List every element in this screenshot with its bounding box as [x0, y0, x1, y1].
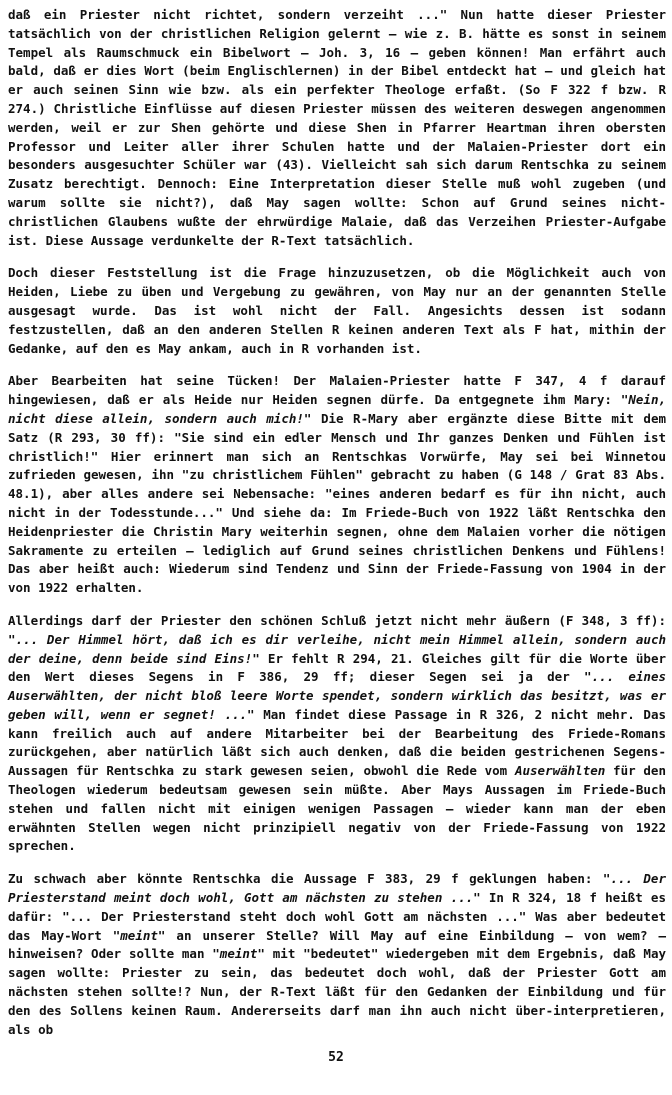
paragraph-1	[8, 6, 666, 250]
text-run: für den Theologen wiederum bedeutsam gewesen sein müßte. Aber Mays Aussagen im Friede-Buch stehen und fallen nicht mit einigen wenigen Passagen – wieder kann man der eben erwähnten Stellen wegen nicht prinzipiell negativ von der Friede-Fassung von 1922 sprechen.	[8, 763, 666, 854]
text-run: Aber Bearbeiten hat seine Tücken! Der Malaien-Priester hatte F 347, 4 f darauf hingewiesen, daß er als Heide nur Heiden segnen dürfe. Da entgegnete ihm Mary:	[8, 373, 666, 408]
italic-quote: "... eines Auserwählten, der nicht bloß leere Worte spendet, sondern wirklich das besitzt, was er geben will, wenn er segnet! ..."	[8, 669, 666, 722]
italic-quote: "meint"	[212, 946, 265, 962]
italic-quote: Auserwählten	[514, 763, 606, 779]
text-run: mit "bedeutet" wiedergeben mit dem Ergebnis, daß May sagen wollte: Priester zu sein, das bedeutet doch wohl, daß der Priester Gott am nächsten stehen sollte!? Nun, der R-Text läßt für den Gedanken der Einbildung und für den des Sollens keinen Raum. Andererseits darf man ihn auch nicht über-interpretieren, als ob	[8, 946, 666, 1037]
text-run: Er fehlt R 294, 21. Gleiches gilt für die Worte über den Wert dieses Segens in F 386, 29 ff; dieser Segen sei ja der	[8, 650, 666, 685]
text-run: Die R-Mary aber ergänzte diese Bitte mit dem Satz (R 293, 30 ff): "Sie sind ein edler Mensch und Ihr ganzes Denken und Fühlen ist christlich!" Hier erinnert man sich an Rentschkas Vorwürfe, May sei bei Winnetou zufrieden gewesen, ihn "zu christlichem Fühlen" gebracht zu haben (G 148 / Grat 83 Abs. 48.1), aber alles andere sei Nebensache: "eines anderen bedarf es für ihn nicht, auch nicht in der Todesstunde..." Und siehe da: Im Friede-Buch von 1922 läßt Rentschka den Heidenpriester die Christin Mary weiterhin segnen, ohne dem Malaien vorher die nötigen Sakramente zu erteilen – lediglich auf Grund seines christlichen Denkens und Fühlens! Das aber heißt auch: Wiederum sind Tendenz und Sinn der Friede-Fassung von 1904 in der von 1922 erhalten.	[8, 410, 667, 596]
text-run: daß ein Priester nicht richtet, sondern verzeiht ..." Nun hatte dieser Priester tatsächlich von der christlichen Religion gelernt – wie z. B. hätte es sonst in seinem Tempel als Raumschmuck ein Bibelwort – Joh. 3, 16 – geben können! Man erfährt auch bald, daß er dies Wort (beim Englischlernen) in der Bibel entdeckt hat – und gleich hat er auch seinen Sinn wie bzw. als ein perfekter Theologe erfaßt. (So F 322 f bzw. R 274.) Christliche Einflüsse auf diesen Priester müssen des weiteren deswegen angenommen werden, weil er zur Shen gehörte und diese Shen in Pfarrer Heartman ihren obersten Professor und Leiter aller ihrer Schulen hatte und der Malaien-Priester dort ein besonders ausgesuchter Schüler war (43). Vielleicht sah sich darum Rentschka zu seinem Zusatz berechtigt. Dennoch: Eine Interpretation dieser Stelle muß wohl zugeben (und warum sollte sie nicht?), daß May sagen wollte: Schon auf Grund seines nicht-christlichen Glaubens wußte der ehrwürdige Malaie, daß das Verzeihen Priester-Aufgabe ist. Diese Aussage verdunkelte der R-Text tatsächlich.	[8, 7, 666, 248]
text-run: In R 324, 18 f heißt es dafür: "... Der Priesterstand steht doch wohl Gott am nächsten ..." Was aber bedeutet das May-Wort	[8, 890, 666, 943]
italic-quote: "meint"	[112, 927, 166, 943]
italic-quote: "Nein, nicht diese allein, sondern auch mich!"	[8, 392, 666, 426]
text-run: Allerdings darf der Priester den schönen Schluß jetzt nicht mehr äußern (F 348, 3 ff):	[8, 612, 666, 628]
paragraph-5	[8, 870, 666, 1039]
paragraph-3	[8, 372, 666, 598]
italic-quote: "... Der Himmel hört, daß ich es dir verleihe, nicht mein Himmel allein, sondern auch der deine, denn beide sind Eins!"	[8, 631, 666, 666]
page-number: 52	[328, 1050, 344, 1065]
text-run: Doch dieser Feststellung ist die Frage hinzuzusetzen, ob die Möglichkeit auch von Heiden, Liebe zu üben und Vergebung zu gewähren, von May nur an der genannten Stelle ausgesagt wurde. Das ist wohl nicht der Fall. Angesichts dessen ist sodann festzustellen, daß an den anderen Stellen R keinen anderen Text als F hat, mithin der Gedanke, auf den es May ankam, auch in R vorhanden ist.	[8, 265, 666, 356]
text-run: Man findet diese Passage in R 326, 2 nicht mehr. Das kann freilich auch auf andere Mitarbeiter bei der Bearbeitung des Friede-Romans zurückgehen, aber natürlich läßt sich auch denken, daß die beiden gestrichenen Segens-Aussagen für Rentschka zu stark gewesen seien, obwohl die Rede vom	[8, 706, 666, 779]
italic-quote: "... Der Priesterstand meint doch wohl, Gott am nächsten zu stehen ..."	[8, 871, 666, 906]
paragraph-2	[8, 264, 666, 358]
text-run: an unserer Stelle? Will May auf eine Einbildung – von wem? – hinweisen? Oder sollte man	[8, 927, 666, 962]
page-body	[8, 6, 666, 1053]
paragraph-4	[8, 612, 666, 856]
text-run: Zu schwach aber könnte Rentschka die Aussage F 383, 29 f geklungen haben:	[8, 871, 603, 887]
